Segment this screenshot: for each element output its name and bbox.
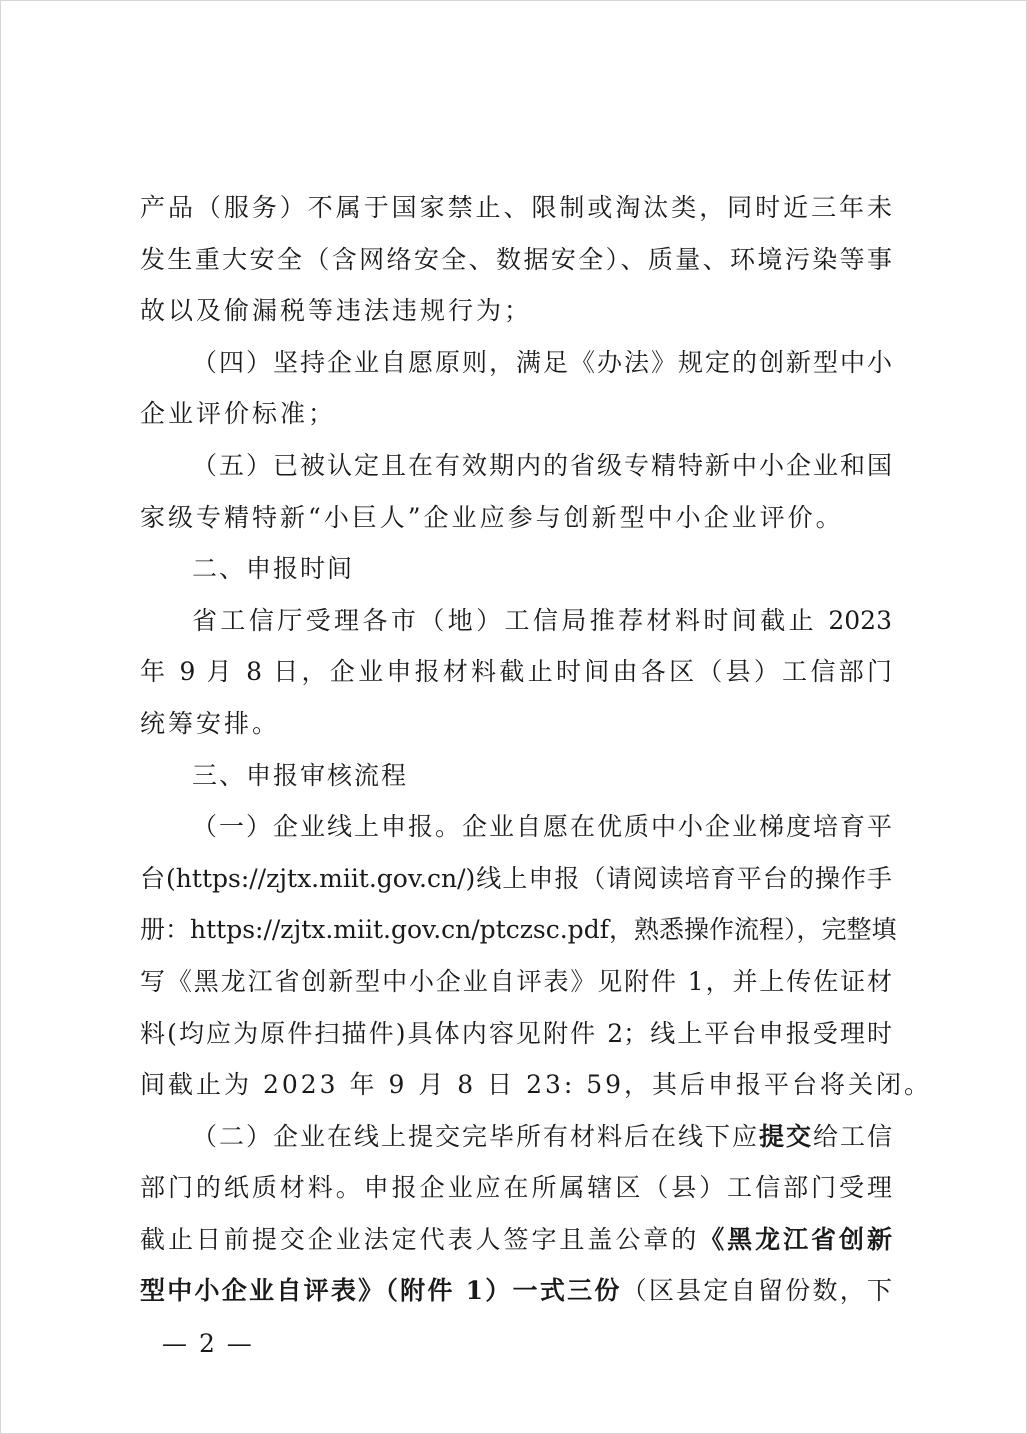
text-line: （五）已被认定且在有效期内的省级专精特新中小企业和国 [192, 450, 892, 480]
section-heading: 二、申报时间 [192, 554, 355, 584]
text-line [140, 1111, 892, 1163]
text-line: 故以及偷漏税等违法违规行为； [140, 296, 533, 326]
text-line: 家级专精特新“小巨人”企业应参与创新型中小企业评价。 [140, 502, 844, 532]
text-line [140, 1214, 892, 1266]
text-line: 年 9 月 8 日，企业申报材料截止时间由各区（县）工信部门 [140, 657, 892, 687]
text-span: （二）企业在线上提交完毕所有材料后在线下应 [192, 1121, 759, 1151]
page-number: — 2 — [162, 1329, 254, 1358]
document-body [140, 182, 933, 1317]
text-line [140, 1265, 892, 1317]
text-line: 省工信厅受理各市（地）工信局推荐材料时间截止 2023 [192, 605, 892, 635]
text-span: 截止日前提交企业法定代表人签字且盖公章的 [140, 1224, 700, 1254]
text-line: 企业评价标准； [140, 399, 337, 429]
text-span: （区县定自留份数，下 [621, 1276, 892, 1306]
bold-text: 提交 [758, 1121, 813, 1151]
text-line: 发生重大安全（含网络安全、数据安全）、质量、环境污染等事 [140, 244, 892, 274]
text-line: 间截止为 2023 年 9 月 8 日 23: 59，其后申报平台将关闭。 [140, 1070, 933, 1100]
bold-text: 型中小企业自评表》（附件 1）一式三份 [140, 1276, 622, 1306]
text-line: 部门的纸质材料。申报企业应在所属辖区（县）工信部门受理 [140, 1173, 892, 1203]
section-heading: 三、申报审核流程 [192, 760, 409, 790]
text-line: 料(均应为原件扫描件)具体内容见附件 2；线上平台申报受理时 [140, 1018, 892, 1048]
text-line: 写《黑龙江省创新型中小企业自评表》见附件 1，并上传佐证材 [140, 966, 892, 996]
text-span: 给工信 [812, 1121, 892, 1151]
text-line: （一）企业线上申报。企业自愿在优质中小企业梯度培育平 [192, 812, 892, 842]
text-line: 产品（服务）不属于国家禁止、限制或淘汰类，同时近三年未 [140, 193, 892, 222]
text-line: 统筹安排。 [140, 708, 281, 738]
bold-text: 《黑龙江省创新 [699, 1224, 892, 1254]
text-line: 册：https://zjtx.miit.gov.cn/ptczsc.pdf，熟悉操作流程），完整填 [140, 915, 897, 945]
text-line: 台(https://zjtx.miit.gov.cn/)线上申报（请阅读培育平台的操作手 [140, 863, 892, 893]
text-line: （四）坚持企业自愿原则，满足《办法》规定的创新型中小 [192, 347, 892, 377]
